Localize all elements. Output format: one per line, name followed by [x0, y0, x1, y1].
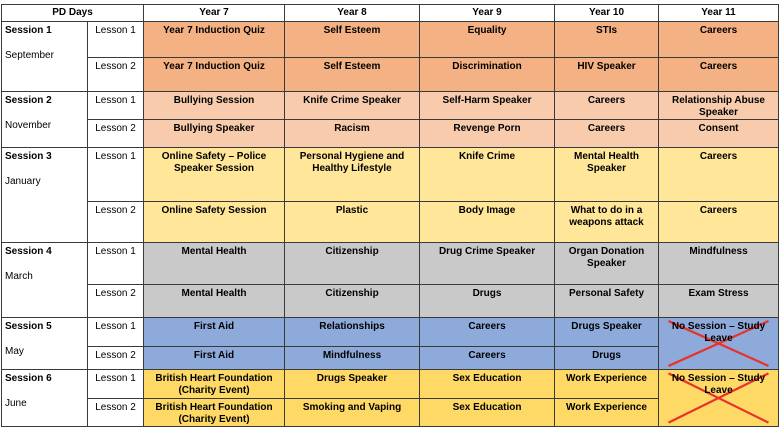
year-11-no-session-cell	[659, 318, 779, 370]
year-10-cell: Drugs Speaker	[555, 318, 659, 347]
lesson-label: Lesson 2	[88, 202, 144, 243]
header-year-10: Year 10	[555, 5, 659, 22]
year-7-cell: British Heart Foundation (Charity Event)	[144, 370, 285, 399]
year-9-cell: Drug Crime Speaker	[420, 243, 555, 285]
year-11-cell: Consent	[659, 120, 779, 148]
header-year-11: Year 11	[659, 5, 779, 22]
lesson-label: Lesson 1	[88, 148, 144, 202]
table-row	[2, 370, 779, 399]
lesson-label: Lesson 1	[88, 243, 144, 285]
session-name: Session 4	[5, 246, 52, 257]
session-name: Session 1	[5, 25, 52, 36]
session-cell	[2, 370, 88, 427]
lesson-label: Lesson 2	[88, 58, 144, 92]
year-7-cell: Online Safety – Police Speaker Session	[144, 148, 285, 202]
year-9-cell: Discrimination	[420, 58, 555, 92]
lesson-label: Lesson 2	[88, 120, 144, 148]
year-7-cell: First Aid	[144, 347, 285, 370]
year-8-cell: Citizenship	[285, 285, 420, 318]
session-cell	[2, 22, 88, 92]
year-7-cell: British Heart Foundation (Charity Event)	[144, 399, 285, 427]
session-month: May	[5, 346, 24, 357]
year-9-cell: Body Image	[420, 202, 555, 243]
year-10-cell: STIs	[555, 22, 659, 58]
table-row	[2, 285, 779, 318]
table-row	[2, 318, 779, 347]
year-9-cell: Knife Crime	[420, 148, 555, 202]
year-9-cell: Drugs	[420, 285, 555, 318]
header-pd-days: PD Days	[2, 5, 144, 22]
session-month: June	[5, 398, 27, 409]
session-cell	[2, 148, 88, 243]
year-7-cell: Online Safety Session	[144, 202, 285, 243]
year-8-cell: Relationships	[285, 318, 420, 347]
table-row	[2, 58, 779, 92]
year-9-cell: Careers	[420, 347, 555, 370]
year-9-cell: Self-Harm Speaker	[420, 92, 555, 120]
year-11-cell: Careers	[659, 22, 779, 58]
header-year-9: Year 9	[420, 5, 555, 22]
year-11-cell: Mindfulness	[659, 243, 779, 285]
session-name: Session 5	[5, 321, 52, 332]
table-row	[2, 243, 779, 285]
session-month: January	[5, 176, 41, 187]
year-10-cell: Careers	[555, 120, 659, 148]
year-11-cell: Careers	[659, 58, 779, 92]
year-10-cell: What to do in a weapons attack	[555, 202, 659, 243]
year-11-cell: Careers	[659, 148, 779, 202]
table-row	[2, 22, 779, 58]
year-8-cell: Plastic	[285, 202, 420, 243]
year-8-cell: Racism	[285, 120, 420, 148]
year-11-cell: Careers	[659, 202, 779, 243]
year-8-cell: Drugs Speaker	[285, 370, 420, 399]
year-8-cell: Mindfulness	[285, 347, 420, 370]
header-year-8: Year 8	[285, 5, 420, 22]
lesson-label: Lesson 1	[88, 370, 144, 399]
no-session-label: No Session – Study Leave	[671, 321, 766, 344]
year-9-cell: Careers	[420, 318, 555, 347]
year-8-cell: Self Esteem	[285, 58, 420, 92]
pd-days-timetable-wrapper	[1, 4, 778, 427]
year-11-no-session-cell	[659, 370, 779, 427]
session-name: Session 6	[5, 373, 52, 384]
lesson-label: Lesson 1	[88, 318, 144, 347]
year-8-cell: Citizenship	[285, 243, 420, 285]
year-7-cell: Bullying Session	[144, 92, 285, 120]
year-8-cell: Smoking and Vaping	[285, 399, 420, 427]
lesson-label: Lesson 2	[88, 347, 144, 370]
year-7-cell: Year 7 Induction Quiz	[144, 22, 285, 58]
year-10-cell: Drugs	[555, 347, 659, 370]
year-8-cell: Knife Crime Speaker	[285, 92, 420, 120]
table-row	[2, 148, 779, 202]
session-month: September	[5, 50, 54, 61]
lesson-label: Lesson 2	[88, 399, 144, 427]
session-month: March	[5, 271, 33, 282]
session-cell	[2, 92, 88, 148]
table-row	[2, 202, 779, 243]
session-name: Session 2	[5, 95, 52, 106]
session-cell	[2, 243, 88, 318]
year-11-cell: Relationship Abuse Speaker	[659, 92, 779, 120]
lesson-label: Lesson 1	[88, 92, 144, 120]
pd-days-timetable	[1, 4, 779, 427]
session-month: November	[5, 120, 52, 131]
no-session-label: No Session – Study Leave	[671, 373, 766, 396]
lesson-label: Lesson 2	[88, 285, 144, 318]
year-10-cell: Work Experience	[555, 399, 659, 427]
lesson-label: Lesson 1	[88, 22, 144, 58]
session-name: Session 3	[5, 151, 52, 162]
table-row	[2, 120, 779, 148]
year-9-cell: Revenge Porn	[420, 120, 555, 148]
year-9-cell: Equality	[420, 22, 555, 58]
year-7-cell: Year 7 Induction Quiz	[144, 58, 285, 92]
year-7-cell: Mental Health	[144, 243, 285, 285]
table-row	[2, 92, 779, 120]
year-10-cell: Mental Health Speaker	[555, 148, 659, 202]
session-cell	[2, 318, 88, 370]
year-8-cell: Self Esteem	[285, 22, 420, 58]
year-10-cell: Careers	[555, 92, 659, 120]
year-11-cell: Exam Stress	[659, 285, 779, 318]
year-7-cell: Bullying Speaker	[144, 120, 285, 148]
year-7-cell: First Aid	[144, 318, 285, 347]
year-9-cell: Sex Education	[420, 370, 555, 399]
year-10-cell: Organ Donation Speaker	[555, 243, 659, 285]
year-7-cell: Mental Health	[144, 285, 285, 318]
year-9-cell: Sex Education	[420, 399, 555, 427]
year-10-cell: HIV Speaker	[555, 58, 659, 92]
year-10-cell: Personal Safety	[555, 285, 659, 318]
year-10-cell: Work Experience	[555, 370, 659, 399]
header-year-7: Year 7	[144, 5, 285, 22]
header-row	[2, 5, 779, 22]
year-8-cell: Personal Hygiene and Healthy Lifestyle	[285, 148, 420, 202]
